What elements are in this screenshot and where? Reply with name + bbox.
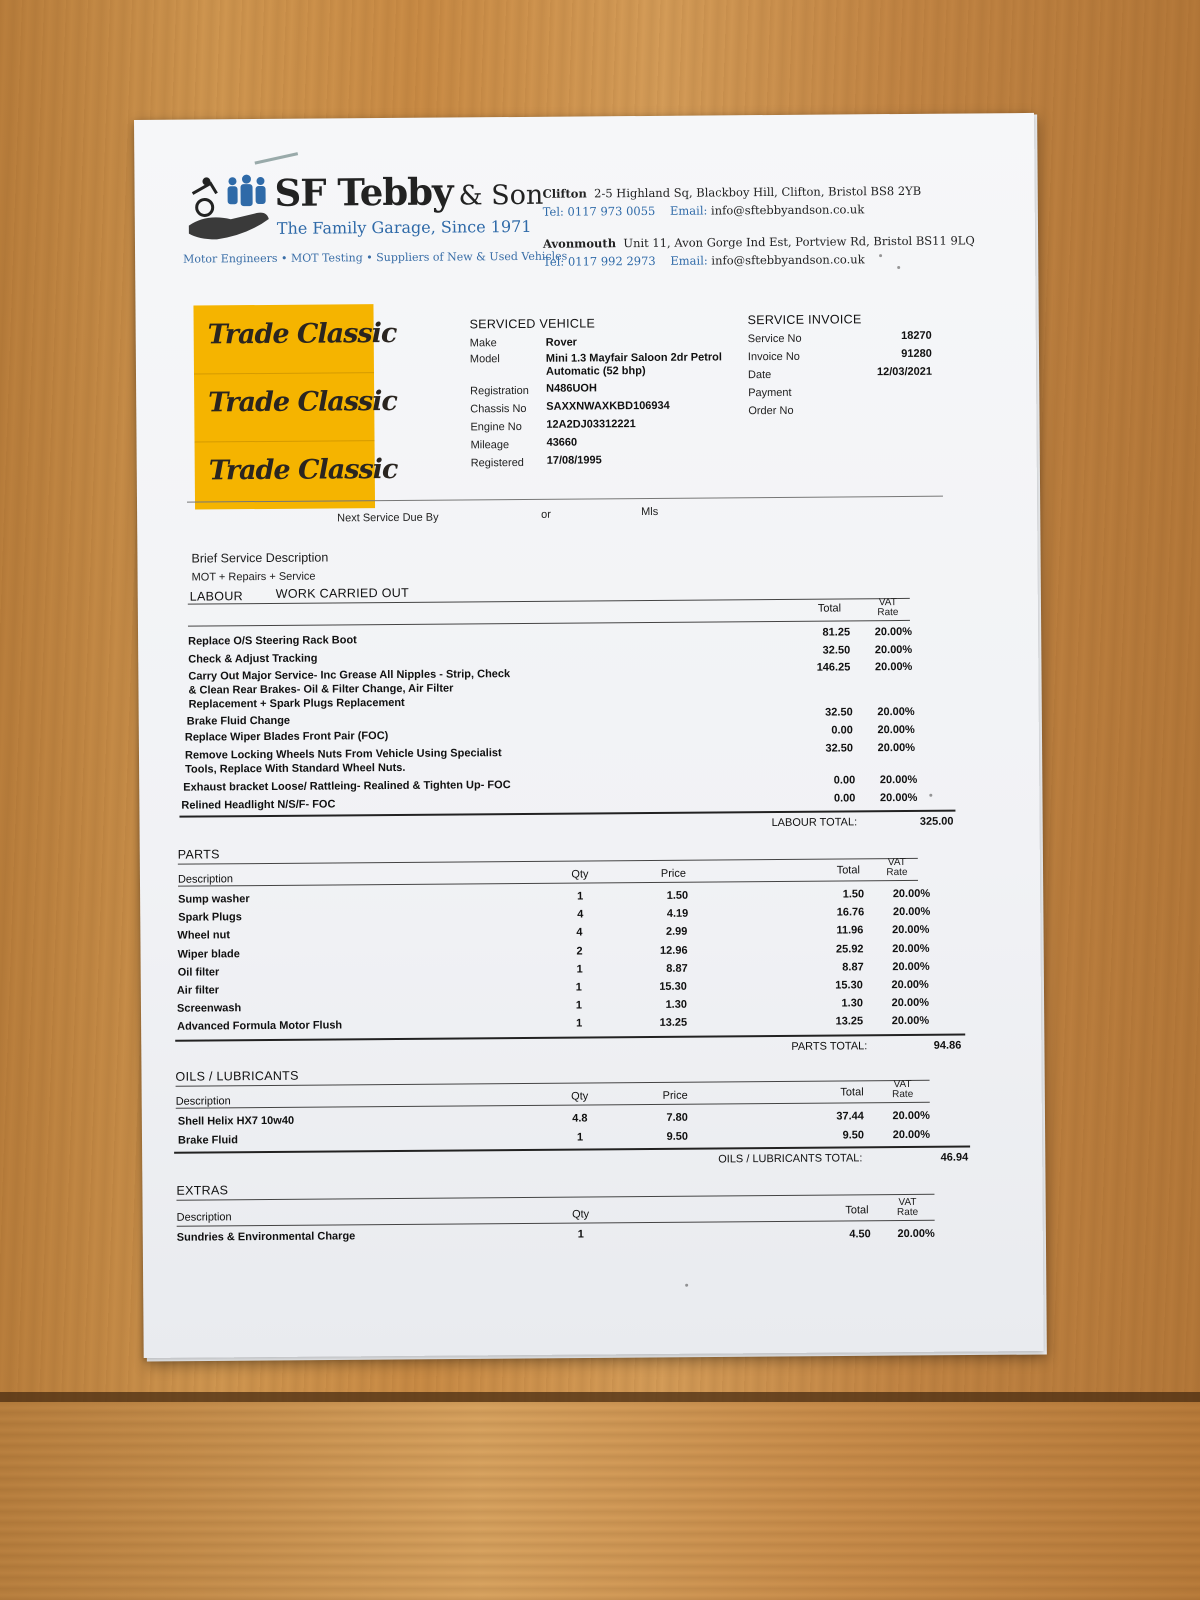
oils-col-price: Price	[662, 1089, 688, 1102]
brief-heading: Brief Service Description	[191, 550, 329, 566]
company-services: Motor Engineers • MOT Testing • Suppliers of New & Used Vehicles	[183, 249, 568, 266]
labour-total-label: LABOUR TOTAL:	[771, 816, 858, 830]
oils-total-label: OILS / LUBRICANTS TOTAL:	[718, 1152, 863, 1166]
labour-row-vat: 20.00%	[877, 741, 916, 755]
vat-label: VAT	[893, 1078, 912, 1091]
labour-row-total: 32.50	[825, 742, 854, 755]
company-name	[274, 169, 543, 215]
labour-row-desc: Remove Locking Wheels Nuts From Vehicle Using Specialist	[184, 747, 502, 762]
paper-speck	[685, 1284, 688, 1287]
staple	[254, 152, 298, 164]
invoice-label: Payment	[748, 386, 792, 400]
parts-row-qty: 1	[577, 890, 584, 903]
labour-row-vat: 20.00%	[874, 625, 913, 639]
parts-row-total: 1.30	[841, 997, 864, 1010]
labour-heading: LABOUR	[189, 589, 244, 604]
parts-row-desc: Wiper blade	[177, 947, 240, 961]
company-tagline: The Family Garage, Since 1971	[276, 216, 532, 238]
parts-header-rule	[178, 880, 918, 887]
parts-row-vat: 20.00%	[892, 905, 931, 919]
labour-row-desc-cont: & Clean Rear Brakes- Oil & Filter Change, Air Filter	[188, 682, 454, 697]
extras-col-qty: Qty	[572, 1208, 590, 1221]
parts-row-total: 11.96	[836, 924, 864, 937]
invoice-value: 91280	[901, 347, 932, 360]
extras-col-desc: Description	[176, 1211, 232, 1224]
extras-col-vat	[886, 1198, 928, 1218]
invoice-value: 12/03/2021	[876, 365, 933, 379]
vehicle-value: 17/08/1995	[546, 454, 602, 467]
invoice-value: 18270	[901, 329, 932, 342]
vehicle-heading: SERVICED VEHICLE	[469, 316, 596, 332]
extras-header-rule	[177, 1220, 935, 1227]
table-plank-seam	[0, 1392, 1200, 1402]
parts-heading: PARTS	[177, 847, 220, 862]
parts-row-price: 1.50	[666, 889, 689, 902]
parts-row-vat: 20.00%	[892, 942, 930, 955]
oils-row-qty: 4.8	[572, 1112, 588, 1125]
parts-col-vat	[876, 858, 918, 878]
parts-row-price: 15.30	[659, 980, 687, 993]
labour-row-vat: 20.00%	[879, 773, 918, 787]
branch-clifton-address	[543, 184, 922, 201]
paper-speck	[879, 254, 882, 257]
parts-row-qty: 2	[576, 945, 583, 958]
branch-email-label: Email:	[670, 253, 708, 268]
labour-row-desc: Brake Fluid Change	[186, 714, 291, 728]
sticker-logo-text: Trade Classic	[207, 317, 397, 351]
rate-label: Rate	[877, 607, 899, 619]
labour-total-value: 325.00	[919, 815, 954, 828]
mechanic-family-hand-icon	[186, 173, 273, 246]
parts-row-price: 1.30	[665, 998, 688, 1012]
oils-col-vat	[882, 1080, 924, 1100]
extras-row-vat: 20.00%	[897, 1227, 935, 1241]
parts-row-price: 13.25	[659, 1017, 688, 1030]
company-name-main: SF Tebby	[274, 169, 453, 215]
branch-email[interactable]: info@sftebbyandson.co.uk	[710, 202, 865, 218]
parts-row-vat: 20.00%	[891, 978, 929, 992]
parts-row-qty: 1	[575, 999, 583, 1012]
oils-total-value: 46.94	[940, 1151, 969, 1164]
labour-row-vat: 20.00%	[874, 660, 913, 674]
labour-col-total: Total	[817, 602, 842, 615]
vat-label: VAT	[878, 597, 897, 609]
oils-col-qty: Qty	[571, 1090, 589, 1103]
vat-label: VAT	[898, 1196, 917, 1209]
next-service-or: or	[541, 508, 551, 521]
trade-classic-sticker	[193, 304, 398, 509]
branch-address: Unit 11, Avon Gorge Ind Est, Portview Rd, Bristol BS11 9LQ	[623, 233, 975, 251]
vehicle-label: Registered	[470, 456, 524, 470]
vehicle-label: Model	[469, 353, 500, 366]
parts-row-desc: Sump washer	[178, 893, 250, 906]
parts-total-label: PARTS TOTAL:	[791, 1040, 868, 1053]
parts-col-total: Total	[836, 864, 860, 877]
parts-row-total: 15.30	[835, 979, 863, 992]
parts-row-price: 8.87	[666, 962, 688, 975]
invoice-label: Date	[747, 369, 772, 382]
labour-row-total: 32.50	[822, 644, 851, 657]
oils-col-desc: Description	[175, 1095, 231, 1108]
labour-row-total: 0.00	[833, 792, 856, 805]
labour-row-desc: Relined Headlight N/S/F- FOC	[181, 798, 336, 812]
extras-heading: EXTRAS	[176, 1183, 229, 1198]
parts-row-vat: 20.00%	[891, 996, 930, 1010]
vehicle-label: Mileage	[470, 439, 510, 452]
branch-address: 2-5 Highland Sq, Blackboy Hill, Clifton, Bristol BS8 2YB	[594, 183, 922, 201]
invoice-label: Service No	[747, 332, 802, 346]
labour-row-desc-cont: Tools, Replace With Standard Wheel Nuts.	[185, 761, 406, 776]
parts-row-desc: Spark Plugs	[178, 911, 242, 924]
paper-speck	[929, 794, 932, 797]
parts-row-qty: 1	[576, 1017, 583, 1030]
parts-col-qty: Qty	[571, 868, 589, 881]
parts-row-qty: 1	[576, 963, 583, 976]
oils-heading: OILS / LUBRICANTS	[175, 1068, 299, 1084]
oils-row-price: 7.80	[666, 1111, 688, 1124]
vehicle-value: 43660	[546, 436, 578, 449]
branch-tel: Tel: 0117 973 0055	[542, 203, 656, 219]
parts-total-value: 94.86	[933, 1039, 962, 1052]
parts-row-qty: 4	[576, 926, 583, 939]
vehicle-label: Registration	[470, 384, 529, 398]
parts-row-desc: Advanced Formula Motor Flush	[177, 1019, 343, 1034]
vehicle-value: Rover	[545, 336, 577, 349]
extras-col-total: Total	[845, 1204, 869, 1217]
labour-row-total: 32.50	[825, 706, 853, 719]
branch-tel: Tel: 0117 992 2973	[543, 253, 656, 269]
labour-row-vat: 20.00%	[877, 705, 915, 719]
parts-row-vat: 20.00%	[891, 1015, 930, 1028]
oils-row-desc: Shell Helix HX7 10w40	[177, 1114, 295, 1128]
parts-row-desc: Screenwash	[176, 1002, 242, 1015]
parts-row-total: 1.50	[842, 888, 865, 901]
parts-row-price: 2.99	[665, 926, 688, 939]
labour-row-vat: 20.00%	[879, 791, 918, 805]
vehicle-value: 12A2DJ03312221	[546, 418, 636, 431]
labour-row-total: 0.00	[833, 774, 856, 787]
parts-row-desc: Air filter	[176, 984, 220, 997]
sticker-logo-text: Trade Classic	[208, 385, 397, 419]
parts-row-total: 13.25	[835, 1015, 864, 1028]
oils-row-price: 9.50	[666, 1130, 689, 1143]
labour-row-desc-cont: Replacement + Spark Plugs Replacement	[188, 696, 405, 711]
parts-row-total: 8.87	[842, 961, 864, 974]
labour-row-vat: 20.00%	[877, 723, 915, 737]
invoice-label: Order No	[748, 404, 794, 418]
labour-row-total: 81.25	[822, 626, 851, 639]
parts-row-vat: 20.00%	[892, 887, 931, 901]
vehicle-value: N486UOH	[546, 382, 597, 395]
parts-row-desc: Oil filter	[177, 966, 220, 979]
parts-row-price: 12.96	[659, 944, 688, 957]
branch-avonmouth-contact	[543, 252, 865, 269]
invoice-label: Invoice No	[747, 350, 800, 364]
oils-row-desc: Brake Fluid	[177, 1133, 238, 1147]
parts-top-rule	[178, 858, 918, 865]
extras-row-total: 4.50	[849, 1228, 871, 1241]
table-lower-plank	[0, 1402, 1200, 1600]
oils-row-qty: 1	[576, 1131, 584, 1144]
labour-row-desc: Check & Adjust Tracking	[188, 652, 318, 666]
labour-row-desc: Replace O/S Steering Rack Boot	[188, 634, 357, 648]
branch-clifton-contact	[543, 202, 865, 219]
labour-row-vat: 20.00%	[874, 643, 913, 657]
extras-row-qty: 1	[577, 1228, 584, 1241]
parts-col-desc: Description	[177, 873, 234, 886]
next-service-label: Next Service Due By	[337, 511, 439, 525]
sticker-cell	[193, 304, 397, 374]
labour-row-desc: Carry Out Major Service- Inc Grease All Nipples - Strip, Check	[188, 668, 511, 683]
company-name-suffix: & Son	[458, 179, 544, 212]
sticker-logo-text: Trade Classic	[208, 453, 398, 487]
oils-col-total: Total	[840, 1086, 864, 1099]
branch-avonmouth-address	[543, 233, 975, 250]
vehicle-value-cont: Automatic (52 bhp)	[545, 364, 646, 378]
labour-row-total: 146.25	[816, 661, 851, 674]
vehicle-label: Make	[469, 337, 497, 350]
sticker-cell	[194, 372, 397, 442]
parts-row-vat: 20.00%	[892, 924, 930, 937]
invoice-page	[134, 113, 1044, 1358]
parts-row-vat: 20.00%	[892, 960, 930, 973]
parts-row-desc: Wheel nut	[177, 929, 231, 943]
labour-row-desc: Exhaust bracket Loose/ Rattleing- Realined & Tighten Up- FOC	[183, 779, 511, 794]
branch-email-label: Email:	[669, 203, 708, 218]
rate-label: Rate	[896, 1206, 919, 1219]
branch-name: Avonmouth	[542, 236, 617, 251]
parts-col-price: Price	[660, 867, 686, 880]
labour-col-vat	[868, 598, 908, 618]
vehicle-value: Mini 1.3 Mayfair Saloon 2dr Petrol	[545, 351, 722, 365]
branch-name: Clifton	[542, 186, 587, 201]
parts-row-qty: 4	[577, 908, 584, 921]
sticker-cell	[195, 440, 398, 509]
parts-row-price: 4.19	[666, 907, 689, 921]
branch-email[interactable]: info@sftebbyandson.co.uk	[711, 252, 865, 268]
vehicle-label: Chassis No	[470, 402, 527, 416]
parts-row-total: 16.76	[836, 906, 865, 919]
oils-row-vat: 20.00%	[892, 1128, 931, 1141]
vehicle-value: SAXXNWAXKBD106934	[546, 399, 670, 413]
vehicle-label: Engine No	[470, 420, 522, 434]
labour-header-rule	[188, 620, 910, 627]
rate-label: Rate	[892, 1088, 914, 1101]
oils-header-rule	[176, 1102, 930, 1109]
oils-row-total: 37.44	[836, 1110, 864, 1123]
paper-speck	[897, 266, 900, 269]
labour-subheading: WORK CARRIED OUT	[275, 585, 410, 601]
parts-row-qty: 1	[575, 981, 582, 994]
invoice-heading: SERVICE INVOICE	[747, 312, 862, 328]
extras-row-desc: Sundries & Environmental Charge	[176, 1230, 356, 1244]
labour-row-desc: Replace Wiper Blades Front Pair (FOC)	[184, 730, 389, 744]
extras-top-rule	[176, 1194, 934, 1201]
next-service-mls: Mls	[641, 505, 659, 519]
vat-label: VAT	[887, 856, 906, 869]
rate-label: Rate	[886, 866, 908, 879]
oils-row-vat: 20.00%	[892, 1109, 930, 1123]
parts-row-total: 25.92	[835, 942, 864, 956]
labour-row-total: 0.00	[831, 724, 853, 737]
oils-row-total: 9.50	[842, 1128, 865, 1141]
brief-text: MOT + Repairs + Service	[191, 570, 316, 584]
